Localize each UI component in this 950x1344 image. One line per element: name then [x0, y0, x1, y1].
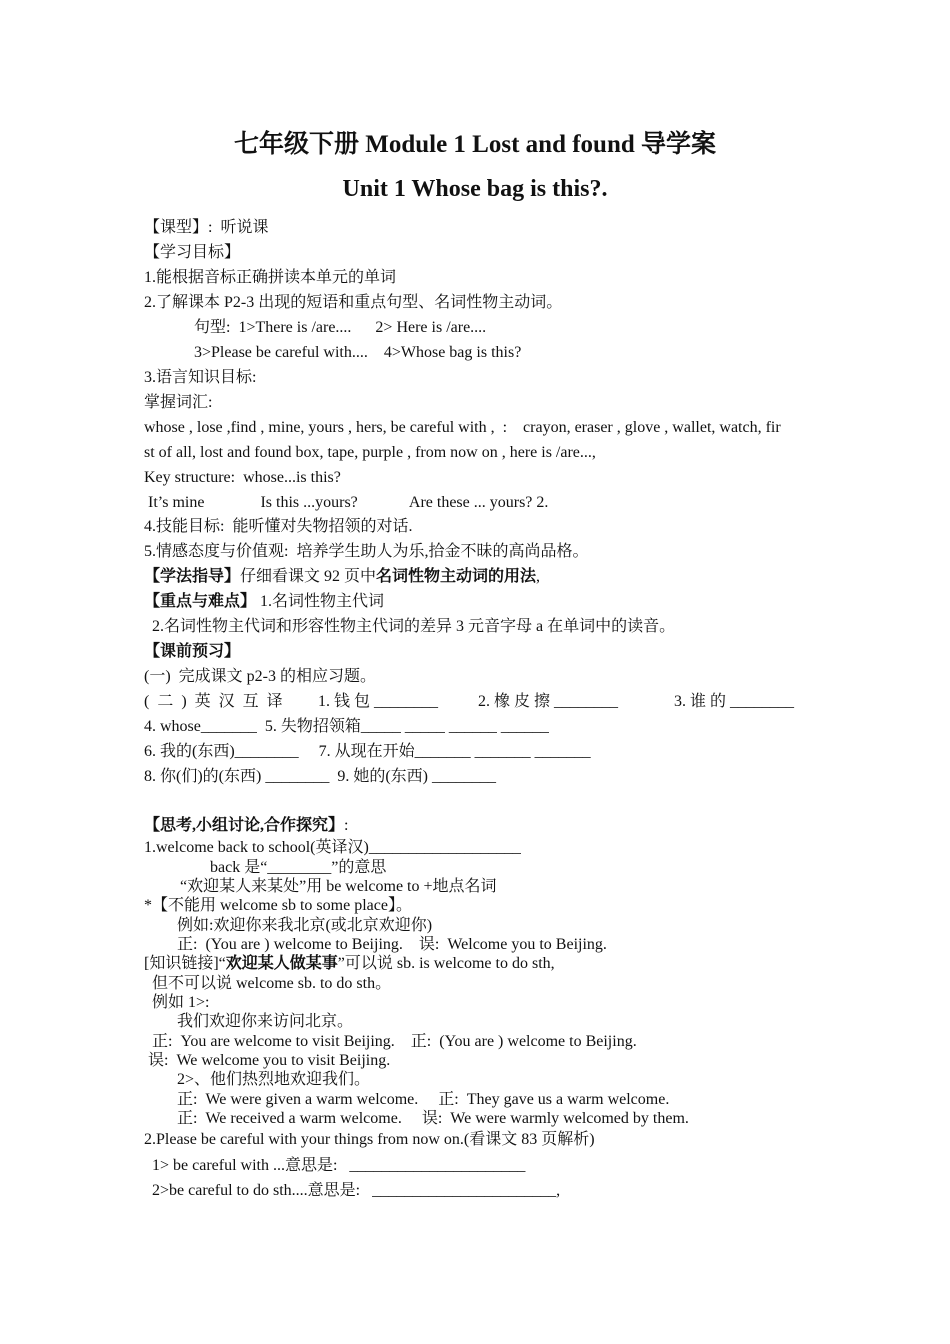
- objective-line: 2.了解课本 P2-3 出现的短语和重点句型、名词性物主动词。: [144, 294, 563, 311]
- knowledge-link-prefix: [知识链接]“: [144, 955, 226, 972]
- preview-line: 4. whose_______ 5. 失物招领箱_____ _____ ______ ______: [144, 718, 549, 735]
- discussion-heading-colon: :: [344, 817, 349, 834]
- preview-heading: 【课前预习】: [144, 643, 241, 660]
- knowledge-link-emphasis: 欢迎某人做某事: [225, 955, 338, 972]
- key-points: [144, 592, 384, 612]
- discussion-line: back 是“________”的意思: [210, 859, 387, 876]
- translation-item-wallet: 1. 钱 包 ________: [318, 693, 439, 710]
- knowledge-link: [144, 954, 555, 974]
- method-guidance: [144, 567, 540, 587]
- method-emphasis: 名词性物主动词的用法: [376, 568, 537, 585]
- discussion-line: 1.welcome back to school(英译汉)___________________: [144, 839, 521, 856]
- discussion-line: 正: You are welcome to visit Beijing. 正: (You are ) welcome to Beijing.: [152, 1033, 637, 1050]
- objectives-heading: 【学习目标】: [144, 244, 241, 261]
- translation-item-eraser: 2. 橡 皮 擦 ________: [478, 693, 619, 710]
- lesson-type: 【课型】: 听说课: [144, 219, 269, 236]
- translation-heading: (二)英汉互译: [144, 693, 291, 710]
- key-structure-line: It’s mine Is this ...yours? Are these ... yours? 2.: [144, 494, 549, 511]
- discussion-line: 例如 1>:: [152, 994, 210, 1011]
- objective-line: 5.情感态度与价值观: 培养学生助人为乐,拾金不昧的高尚品格。: [144, 543, 589, 560]
- method-text-end: ,: [536, 568, 541, 585]
- discussion-line: 2>、他们热烈地欢迎我们。: [177, 1071, 371, 1088]
- discussion-line: 2.Please be careful with your things from now on.(看课文 83 页解析): [144, 1131, 595, 1148]
- objective-line: 4.技能目标: 能听懂对失物招领的对话.: [144, 518, 413, 535]
- discussion-line: 2>be careful to do sth....意思是: _______________________,: [152, 1182, 561, 1199]
- key-points-line: 2.名词性物主代词和形容性物主代词的差异 3 元音字母 a 在单词中的读音。: [144, 618, 676, 635]
- discussion-line: 例如:欢迎你来我北京(或北京欢迎你): [177, 917, 433, 934]
- preview-line: 6. 我的(东西)________ 7. 从现在开始_______ _______ _______: [144, 743, 591, 760]
- objective-line: 3>Please be careful with.... 4>Whose bag is this?: [194, 344, 522, 361]
- discussion-line: 正: (You are ) welcome to Beijing. 误: Welcome you to Beijing.: [177, 936, 607, 953]
- preview-line: 8. 你(们)的(东西) ________ 9. 她的(东西) ________: [144, 768, 496, 785]
- key-points-text: 1.名词性物主代词: [256, 593, 385, 610]
- objective-line: 1.能根据音标正确拼读本单元的单词: [144, 269, 397, 286]
- vocabulary-line: whose , lose ,find , mine, yours , hers, be careful with , : crayon, eraser , glove , wallet, watch, fir: [144, 419, 781, 436]
- objective-line: 句型: 1>There is /are.... 2> Here is /are....: [194, 319, 487, 336]
- discussion-line: 1> be careful with ...意思是: ______________________: [152, 1157, 526, 1174]
- discussion-line: *【不能用 welcome sb to some place】。: [144, 897, 412, 914]
- translation-item-whose: 3. 谁 的 ________: [674, 693, 795, 710]
- vocabulary-line: st of all, lost and found box, tape, purple , from now on , here is /are...,: [144, 444, 596, 461]
- knowledge-link-suffix: ”可以说 sb. is welcome to do sth,: [337, 955, 555, 972]
- method-text: 仔细看课文 92 页中: [240, 568, 377, 585]
- discussion-line: 但不可以说 welcome sb. to do sth。: [152, 975, 392, 992]
- key-structure-line: Key structure: whose...is this?: [144, 469, 341, 486]
- discussion-line: 误: We welcome you to visit Beijing.: [148, 1052, 391, 1069]
- objective-line: 3.语言知识目标:: [144, 369, 257, 386]
- discussion-heading-text: 【思考,小组讨论,合作探究】: [144, 817, 345, 834]
- method-label: 【学法指导】: [144, 568, 241, 585]
- discussion-line: 正: We received a warm welcome. 误: We were warmly welcomed by them.: [177, 1110, 689, 1127]
- objective-line: 掌握词汇:: [144, 394, 213, 411]
- discussion-line: 正: We were given a warm welcome. 正: They gave us a warm welcome.: [177, 1091, 670, 1108]
- preview-line: (一) 完成课文 p2-3 的相应习题。: [144, 668, 376, 685]
- unit-title: Unit 1 Whose bag is this?.: [342, 176, 608, 202]
- discussion-line: “欢迎某人来某处”用 be welcome to +地点名词: [180, 878, 497, 895]
- document-title: 七年级下册 Module 1 Lost and found 导学案: [233, 131, 717, 158]
- discussion-heading: [144, 816, 348, 836]
- discussion-line: 我们欢迎你来访问北京。: [177, 1013, 354, 1030]
- key-points-label: 【重点与难点】: [144, 593, 257, 610]
